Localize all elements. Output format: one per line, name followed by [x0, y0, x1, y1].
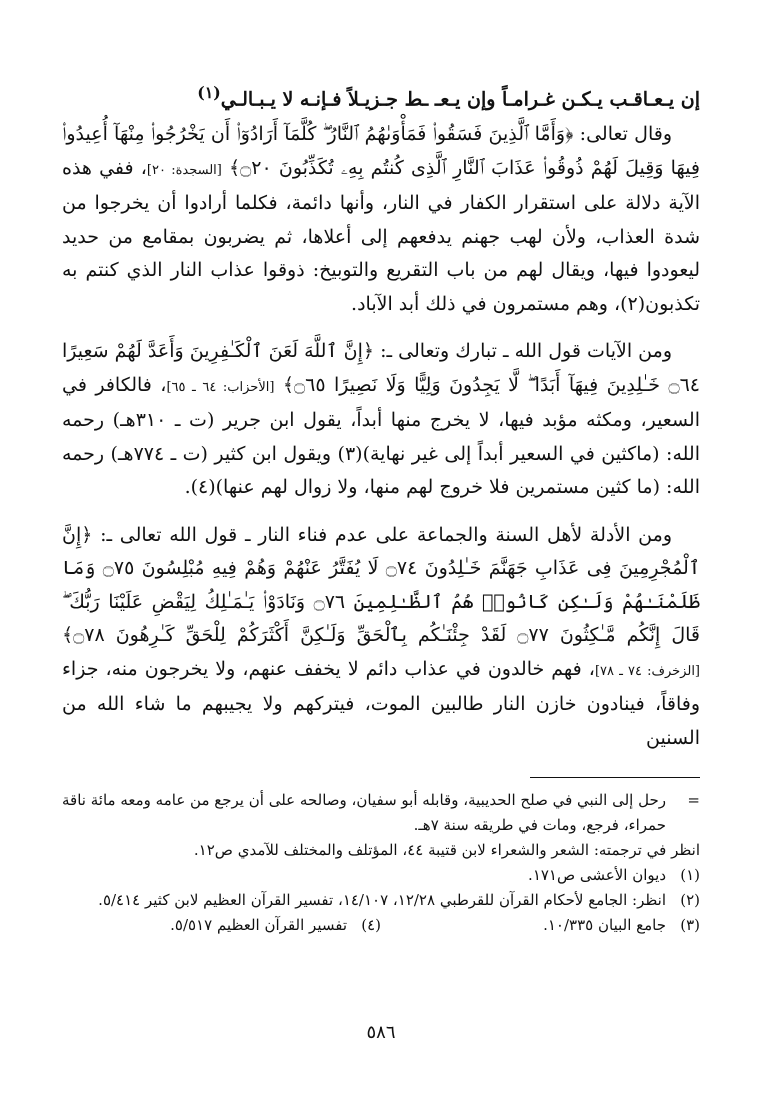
footnote-3	[381, 913, 700, 938]
footnote-1	[62, 863, 700, 888]
footnote-2-text: انظر: الجامع لأحكام القرآن للقرطبي ١٢/٢٨، ١٤/١٠٧، تفسير القرآن العظيم لابن كثير ٥/٤١٤.	[98, 891, 666, 910]
paragraph-3	[62, 519, 700, 756]
footnote-row-3-4	[62, 913, 700, 938]
footnote-2-mark: (٢)	[680, 891, 700, 910]
footnote-3-mark: (٣)	[680, 916, 700, 935]
footnote-4-mark: (٤)	[361, 916, 381, 935]
footnote-continuation-text: رحل إلى النبي في صلح الحديبية، وقابله أبو سفيان، وصالحه على أن يرجع من عامه ومعه مائة ناقة حمراء، فرجع، ومات في طريقه سنة ٧هـ.	[62, 791, 666, 835]
paragraph-3-rest: ، فهم خالدون في عذاب دائم لا يخفف عنهم، ولا يخرجون منه، جزاء وفاقاً، فينادون خازن النار طالبين الموت، فيتركهم ولا يجيبهم ما شاء الله من السنين	[62, 657, 700, 749]
footnote-continuation	[62, 788, 700, 838]
paragraph-2-rest: ، فالكافر في السعير، ومكثه مؤبد فيها، لا يخرج منها أبداً، يقول ابن جرير (ت ـ ٣١٠هـ) رحمه الله: (ماكثين في السعير أبداً إلى غير نهاية)(٣) ويقول ابن كثير (ت ـ ٧٧٤هـ) رحمه الله: (ما كثين مستمرين فلا خروج لهم منها، ولا زوال لهم عنها)(٤).	[62, 373, 700, 499]
poem-line	[62, 78, 700, 114]
footnote-continuation-mark: =	[687, 791, 700, 810]
footnote-1-text: ديوان الأعشى ص١٧١.	[528, 866, 666, 885]
footnote-4	[62, 913, 381, 938]
paragraph-1-citation: [السجدة: ٢٠]	[146, 162, 222, 178]
footnote-continuation-text-2: انظر في ترجمته: الشعر والشعراء لابن قتيبة ٤٤، المؤتلف والمختلف للآمدي ص١٢.	[193, 841, 700, 860]
paragraph-3-text: ومن الأدلة لأهل السنة والجماعة على عدم فناء النار ـ قول الله تعالى ـ: ﴿إِنَّ ٱلْمُجْرِمِينَ فِى عَذَابِ جَهَنَّمَ خَـٰلِدُونَ ۝٧٤ لَا يُفَتَّرُ عَنْهُمْ وَهُمْ فِيهِ مُبْلِسُونَ ۝٧٥ وَمَا ظَلَمْنَـٰهُمْ وَلَـٰكِن كَانُوا۟ هُمُ ٱلظَّـٰلِمِينَ ۝٧٦ وَنَادَوْا۟ يَـٰمَـٰلِكُ لِيَقْضِ عَلَيْنَا رَبُّكَ ۖ قَالَ إِنَّكُم مَّـٰكِثُونَ ۝٧٧ لَقَدْ جِئْنَـٰكُم بِٱلْحَقِّ وَلَـٰكِنَّ أَكْثَرَكُمْ لِلْحَقِّ كَـٰرِهُونَ ۝٧٨﴾	[62, 523, 700, 647]
page-number: ٥٨٦	[366, 1022, 396, 1043]
footnote-4-text: تفسير القرآن العظيم ٥/٥١٧.	[170, 916, 347, 935]
footnote-2	[62, 888, 700, 913]
poem-footnote-ref: (١)	[197, 83, 221, 102]
paragraph-2-citation: [الأحزاب: ٦٤ ـ ٦٥]	[166, 379, 275, 395]
paragraph-2	[62, 335, 700, 505]
footnotes	[62, 788, 700, 938]
footnote-1-mark: (١)	[680, 866, 700, 885]
paragraph-1	[62, 118, 700, 321]
footnote-continuation-2	[62, 838, 700, 863]
paragraph-1-text: وقال تعالى: ﴿وَأَمَّا ٱلَّذِينَ فَسَقُوا۟ فَمَأْوَىٰهُمُ ٱلنَّارُ ۖ كُلَّمَآ أَرَادُوٓا۟ أَن يَخْرُجُوا۟ مِنْهَآ أُعِيدُوا۟ فِيهَا وَقِيلَ لَهُمْ ذُوقُوا۟ عَذَابَ ٱلنَّارِ ٱلَّذِى كُنتُم بِهِۦ تُكَذِّبُونَ ۝٢٠﴾	[62, 123, 700, 179]
footnote-separator	[530, 777, 700, 778]
paragraph-3-citation: [الزخرف: ٧٤ ـ ٧٨]	[594, 663, 701, 679]
poem-text: إن يـعـاقـب يـكـن غـرامـاً وإن يـعـ ـط جـزيـلاً فـإنـه لا يـبـالـي	[220, 88, 700, 111]
paragraph-1-rest: ، ففي هذه الآية دلالة على استقرار الكفار في النار، وأنها دائمة، فكلما أرادوا أن يخرجوا من شدة العذاب، ولأن لهب جهنم يدفعهم إلى أعلاها، ثم يضربون بمقامع من حديد ليعودوا فيها، ويقال لهم من باب التقريع والتوبيخ: ذوقوا عذاب النار الذي كنتم به تكذبون(٢)، وهم مستمرون في ذلك أبد الآباد.	[62, 156, 700, 315]
footnote-3-text: جامع البيان ١٠/٣٣٥.	[543, 916, 666, 935]
paragraph-2-text: ومن الآيات قول الله ـ تبارك وتعالى ـ: ﴿إِنَّ ٱللَّهَ لَعَنَ ٱلْكَـٰفِرِينَ وَأَعَدَّ لَهُمْ سَعِيرًا ۝٦٤ خَـٰلِدِينَ فِيهَآ أَبَدًا ۖ لَّا يَجِدُونَ وَلِيًّا وَلَا نَصِيرًا ۝٦٥﴾	[62, 340, 700, 396]
